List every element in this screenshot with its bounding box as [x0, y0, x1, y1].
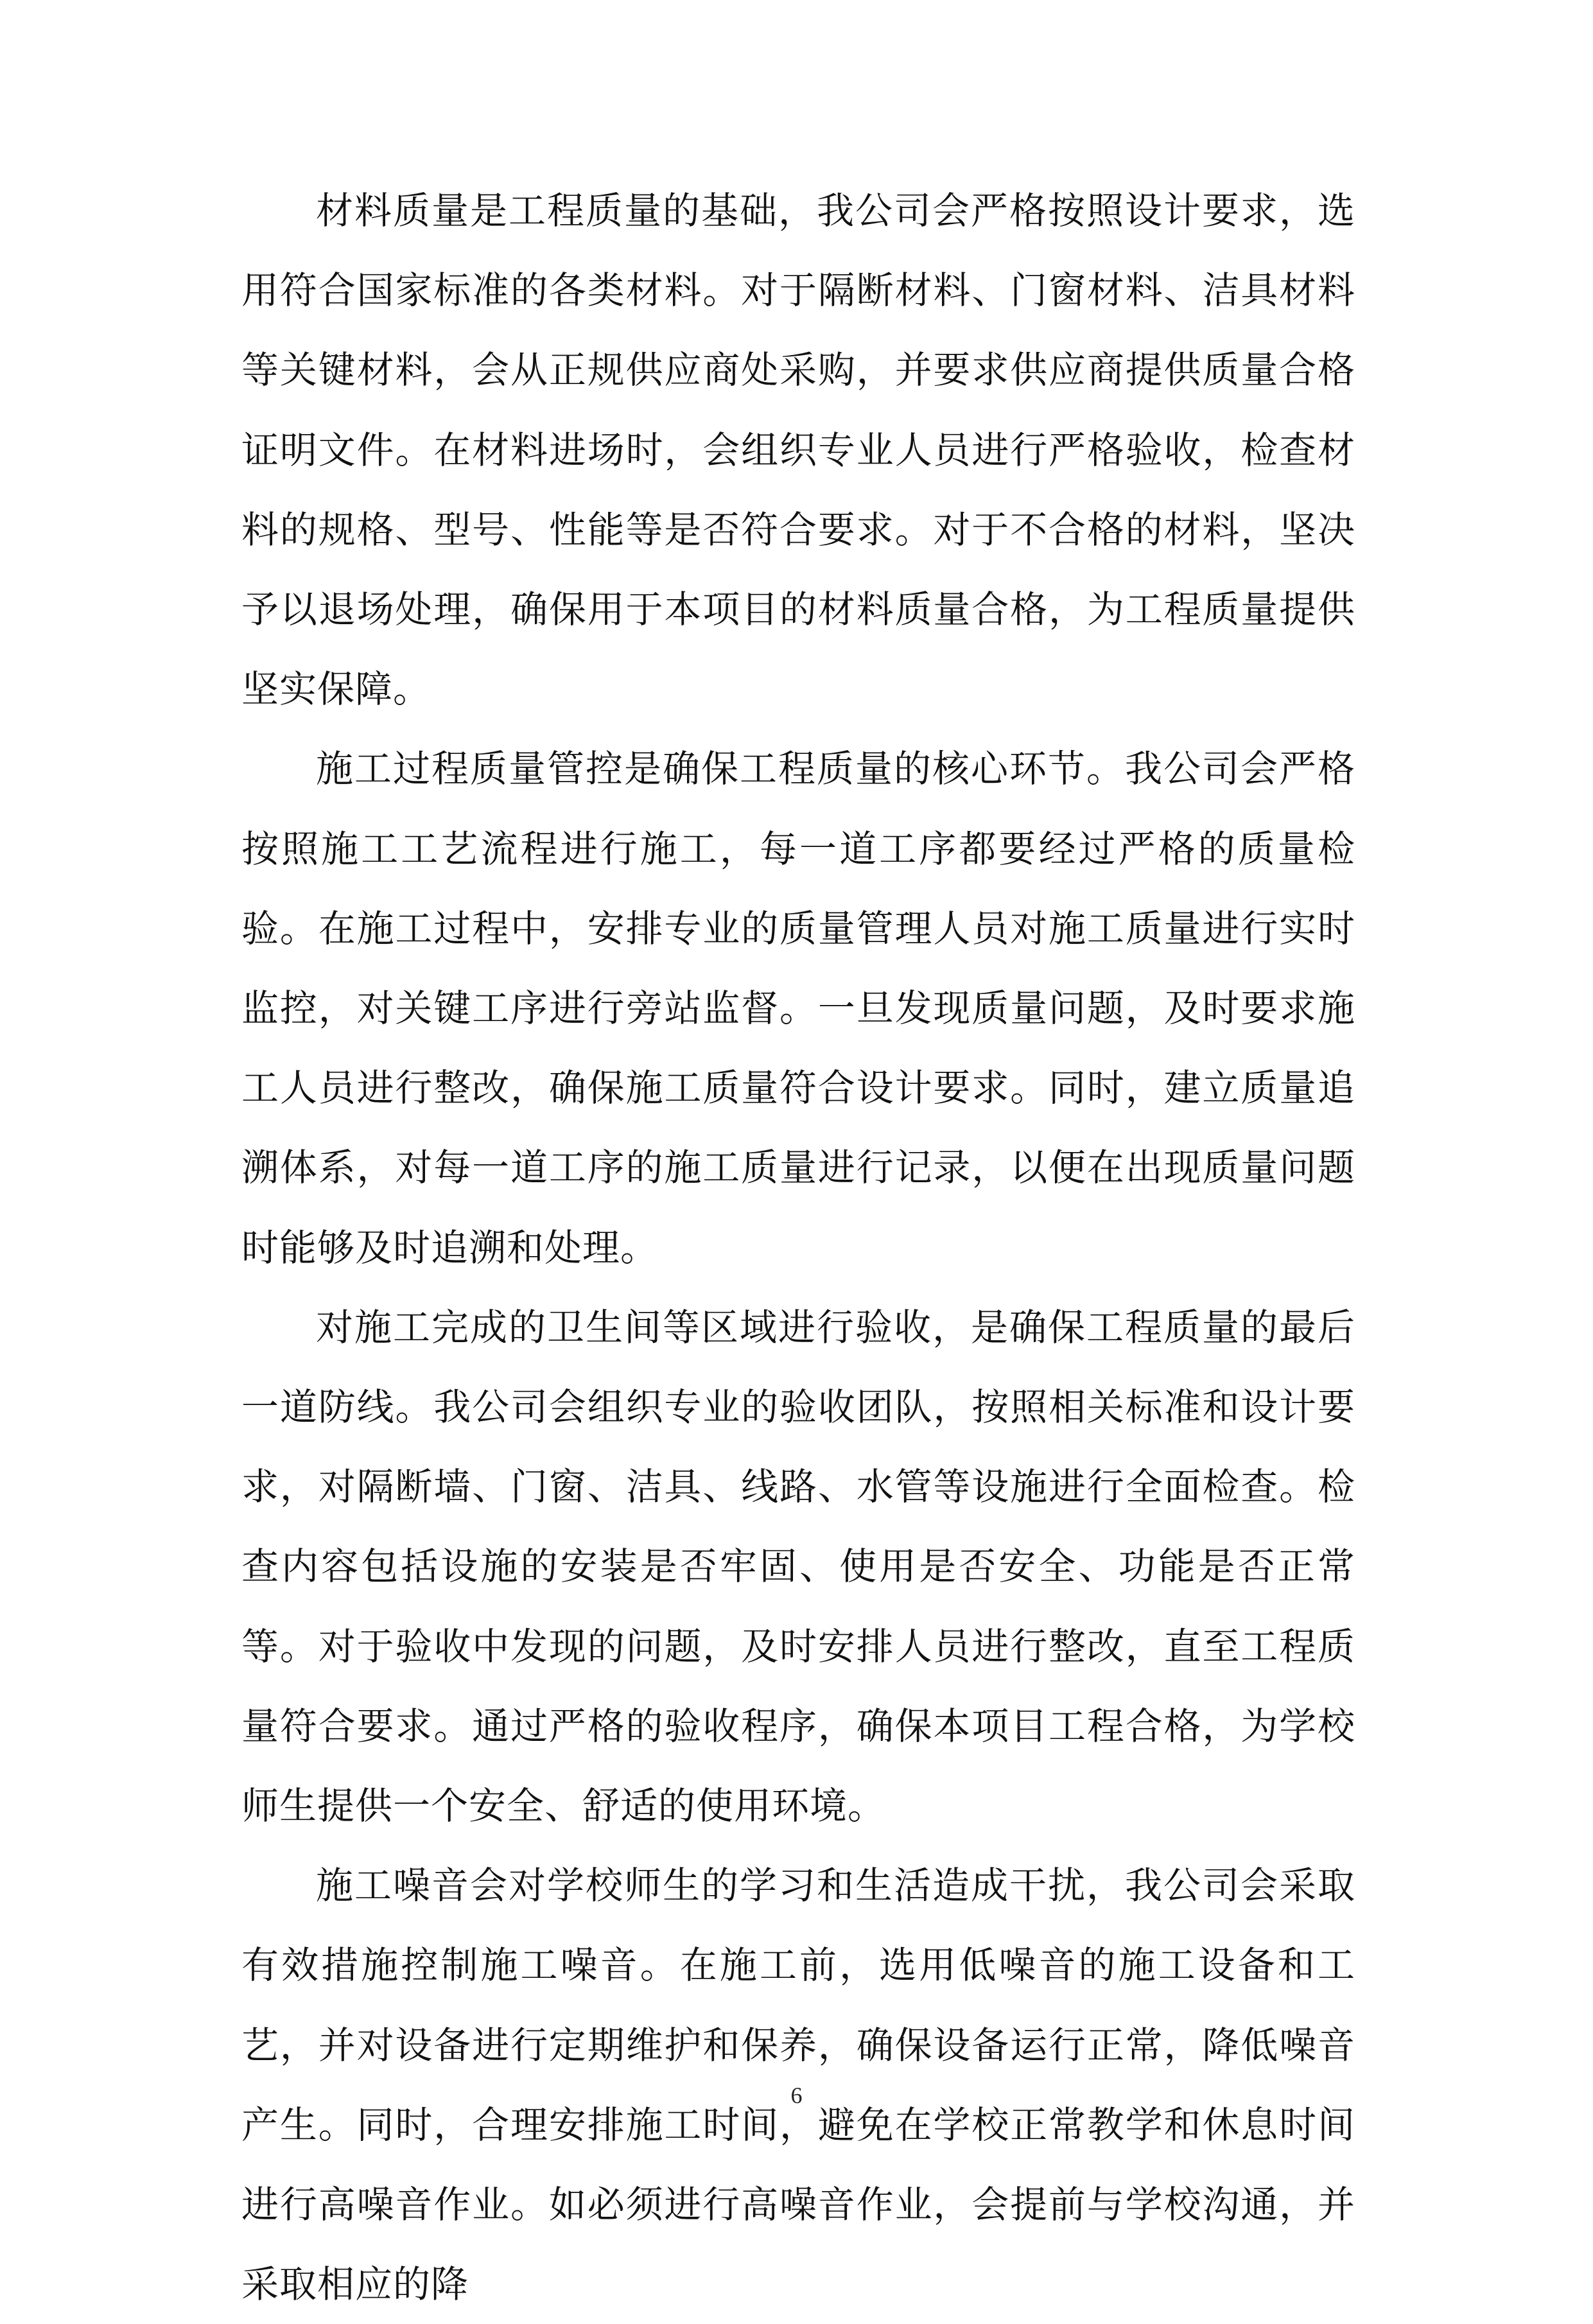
paragraph-noise-control: 施工噪音会对学校师生的学习和生活造成干扰，我公司会采取有效措施控制施工噪音。在施工前，选用低噪音的施工设备和工艺，并对设备进行定期维护和保养，确保设备运行正常，降低噪音产生。同时，合理安排施工时间，避免在学校正常教学和休息时间进行高噪音作业。如必须进行高噪音作业，会提前与学校沟通，并采取相应的降 [241, 1864, 1355, 2307]
page-body [241, 171, 1355, 2324]
page-number: 6 [790, 2083, 803, 2108]
paragraph-acceptance: 对施工完成的卫生间等区域进行验收，是确保工程质量的最后一道防线。我公司会组织专业的验收团队，按照相关标准和设计要求，对隔断墙、门窗、洁具、线路、水管等设施进行全面检查。检查内容包括设施的安装是否牢固、使用是否安全、功能是否正常等。对于验收中发现的问题，及时安排人员进行整改，直至工程质量符合要求。通过严格的验收程序，确保本项目工程合格，为学校师生提供一个安全、舒适的使用环境。 [241, 1305, 1355, 1828]
paragraph-material-quality: 材料质量是工程质量的基础，我公司会严格按照设计要求，选用符合国家标准的各类材料。对于隔断材料、门窗材料、洁具材料等关键材料，会从正规供应商处采购，并要求供应商提供质量合格证明文件。在材料进场时，会组织专业人员进行严格验收，检查材料的规格、型号、性能等是否符合要求。对于不合格的材料，坚决予以退场处理，确保用于本项目的材料质量合格，为工程质量提供坚实保障。 [241, 189, 1355, 712]
paragraph-process-quality: 施工过程质量管控是确保工程质量的核心环节。我公司会严格按照施工工艺流程进行施工，每一道工序都要经过严格的质量检验。在施工过程中，安排专业的质量管理人员对施工质量进行实时监控，对关键工序进行旁站监督。一旦发现质量问题，及时要求施工人员进行整改，确保施工质量符合设计要求。同时，建立质量追溯体系，对每一道工序的施工质量进行记录，以便在出现质量问题时能够及时追溯和处理。 [241, 747, 1355, 1270]
